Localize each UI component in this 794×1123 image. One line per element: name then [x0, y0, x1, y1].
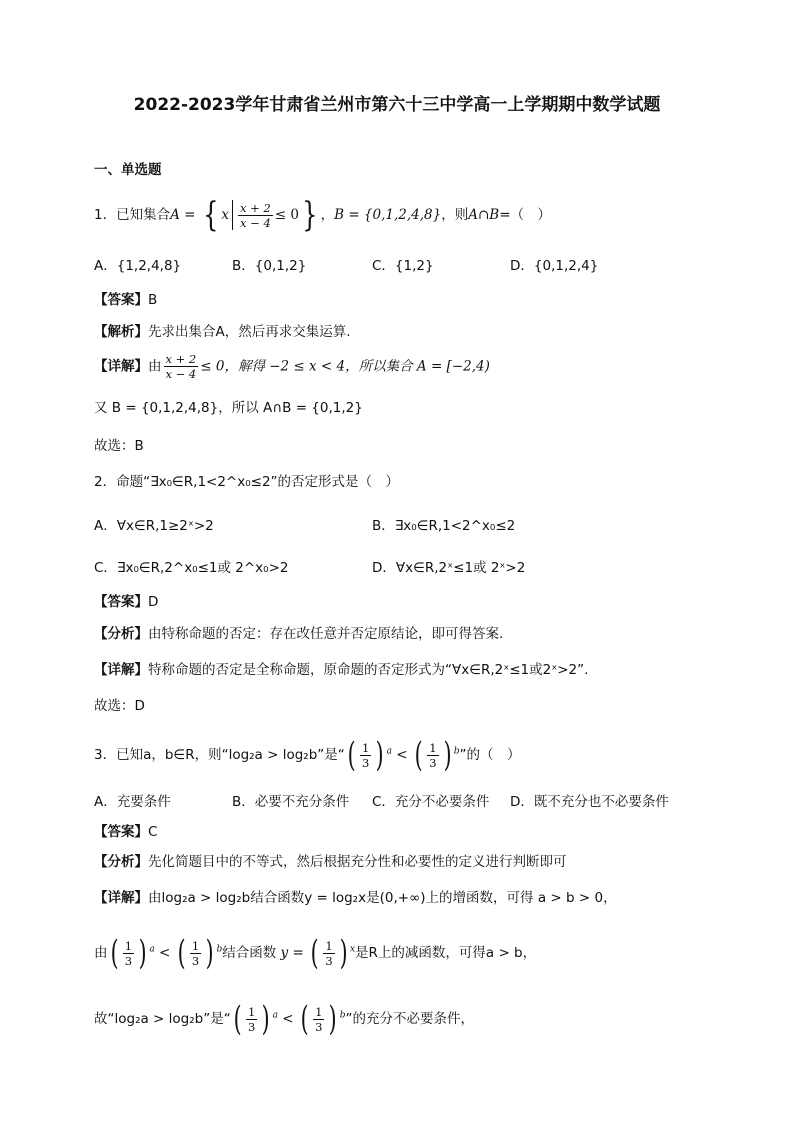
q1-intersect: A∩B — [468, 207, 500, 223]
q1-set-a-label: A — [170, 207, 180, 223]
q3-stem-suffix: ”的（ ） — [459, 747, 521, 763]
q1-detail: 【详解】由 $\frac{x + 2}{x - 4}$ ≤ 0，解得 −2 ≤ x < 4，所以集合 A = [−2,4) — [94, 352, 490, 381]
q1-analysis-text: 先求出集合A，然后再求交集运算. — [148, 324, 351, 340]
q1-option-b: B．{0,1,2} — [232, 258, 307, 274]
q3-option-b: B．必要不充分条件 — [232, 794, 350, 810]
q1-detail-prefix: 由 — [148, 358, 162, 375]
q2-answer — [94, 592, 158, 612]
q3-analysis-text: 先化简题目中的不等式，然后根据充分性和必要性的定义进行判断即可 — [148, 854, 567, 870]
q3-stem: 3．已知a，b∈R，则“log₂a > log₂b”是“( $\frac{1}{3}$ ) $^a$ < ( $\frac{1}{3}$ ) $^b$”的（ ） — [94, 735, 521, 775]
q2-analysis-text: 由特称命题的否定：存在改任意并否定原结论，即可得答案. — [148, 626, 504, 642]
q3-option-d: D．既不充分也不必要条件 — [510, 794, 669, 810]
q1-detail-2: 又 B = {0,1,2,4,8}，所以 A∩B = {0,1,2} — [94, 400, 363, 416]
q1-detail-text: ≤ 0，解得 −2 ≤ x < 4，所以集合 A = [−2,4) — [200, 358, 490, 375]
q1-option-d: D．{0,1,2,4} — [510, 258, 599, 274]
q2-detail-tag: 【详解】 — [94, 662, 148, 678]
q3-detail-3-prefix: 故“log₂a > log₂b”是“ — [94, 1011, 231, 1027]
q3-detail-3: 故“log₂a > log₂b”是“( $\frac{1}{3}$ ) $^a$ < ( $\frac{1}{3}$ ) $^b$”的充分不必要条件， — [94, 999, 474, 1039]
q1-answer-tag: 【答案】 — [94, 292, 148, 308]
q1-option-c: C．{1,2} — [372, 258, 434, 274]
q1-analysis-tag: 【解析】 — [94, 324, 148, 340]
q3-detail-2-suffix: 是R上的减函数，可得a > b， — [355, 945, 537, 961]
q2-answer-value: D — [148, 594, 159, 610]
q2-option-d: D．∀x∈R,2ˣ≤1或 2ˣ>2 — [372, 560, 526, 576]
q3-detail-text-1: 由log₂a > log₂b结合函数y = log₂x是(0,+∞)上的增函数，可得 a > b > 0， — [148, 890, 617, 906]
q2-analysis-tag: 【分析】 — [94, 626, 148, 642]
q3-detail-tag: 【详解】 — [94, 890, 148, 906]
q3-analysis — [94, 852, 567, 872]
q3-option-a: A．充要条件 — [94, 794, 171, 810]
q2-detail-text: 特称命题的否定是全称命题，原命题的否定形式为“∀x∈R,2ˣ≤1或2ˣ>2”. — [148, 662, 589, 678]
q1-stem: 1．已知集合A = { x $\frac{x + 2}{x - 4}$ ≤ 0} ，B = {0,1,2,4,8}，则A∩B=（ ） — [94, 195, 552, 235]
q1-answer-value: B — [148, 292, 158, 308]
q2-choice: 故选：D — [94, 698, 145, 714]
q2-analysis — [94, 624, 503, 644]
q3-detail-2: 由( $\frac{1}{3}$ ) $^a$ < ( $\frac{1}{3}$ ) $^b$结合函数 y = ( $\frac{1}{3}$ ) $^x$是R上的减函数，可得a > b， — [94, 933, 537, 973]
q3-detail-2-prefix: 由 — [94, 945, 108, 961]
q2-option-b: B．∃x₀∈R,1<2^x₀≤2 — [372, 518, 516, 534]
q3-detail-3-suffix: ”的充分不必要条件， — [345, 1011, 474, 1027]
page-title: 2022-2023学年甘肃省兰州市第六十三中学高一上学期期中数学试题 — [133, 95, 661, 115]
q1-detail-tag: 【详解】 — [94, 358, 148, 375]
q3-analysis-tag: 【分析】 — [94, 854, 148, 870]
q3-answer-tag: 【答案】 — [94, 824, 148, 840]
section-heading: 一、单选题 — [94, 162, 162, 178]
q1-paren: =（ ） — [499, 207, 552, 223]
q1-analysis — [94, 322, 351, 342]
q2-stem: 2．命题“∃x₀∈R,1<2^x₀≤2”的否定形式是（ ） — [94, 474, 400, 490]
q3-option-c: C．充分不必要条件 — [372, 794, 490, 810]
q1-stem-suffix: ，则 — [441, 207, 469, 223]
q3-detail — [94, 888, 617, 908]
q1-stem-prefix: 1．已知集合 — [94, 207, 171, 223]
q1-set-b: B = {0,1,2,4,8} — [334, 207, 442, 223]
q1-choice: 故选：B — [94, 438, 144, 454]
q3-detail-2-mid: 结合函数 — [222, 945, 277, 961]
q2-detail — [94, 660, 588, 680]
q2-option-a: A．∀x∈R,1≥2ˣ>2 — [94, 518, 214, 534]
q3-answer-value: C — [148, 824, 158, 840]
q1-option-a: A．{1,2,4,8} — [94, 258, 182, 274]
q1-answer — [94, 290, 157, 310]
q2-answer-tag: 【答案】 — [94, 594, 148, 610]
q3-answer — [94, 822, 157, 842]
q2-option-c: C．∃x₀∈R,2^x₀≤1或 2^x₀>2 — [94, 560, 289, 576]
q3-stem-prefix: 3．已知a，b∈R，则“log₂a > log₂b”是“ — [94, 747, 345, 763]
